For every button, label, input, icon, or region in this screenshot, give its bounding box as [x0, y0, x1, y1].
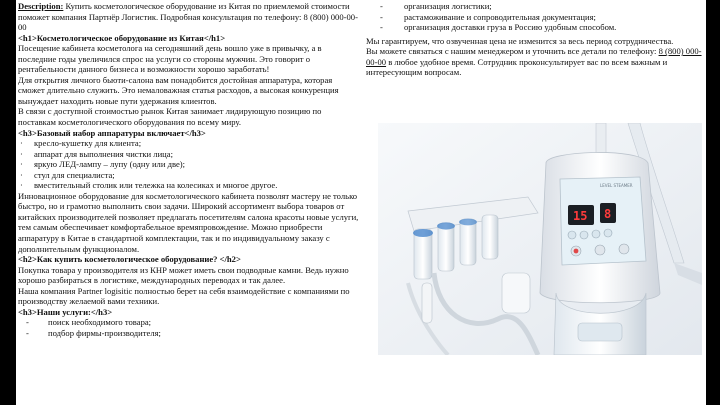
panel-button — [592, 230, 600, 238]
list-item — [18, 317, 360, 328]
list-item-text: подбор фирмы-производителя; — [48, 327, 161, 338]
innovation-paragraph: Инновационное оборудование для косметологического кабинета позволят мастеру не только быстро, но и грамотно выполнить свои задачи. Широкий ассортимент выбора товаров от китайских производителей позволяет предлагать посетителям салона красоты новые услуги, тем самым обеспечивает комфортабельное времяпровождение. Можно приобрести аппаратуру в Китае в стандартной комплектации, так и по индивидуальному заказу с дополнительным функционалом. — [18, 190, 359, 254]
equipment-photo — [378, 123, 702, 355]
bullet-marker: · — [20, 169, 23, 180]
level-display-value: 8 — [604, 207, 612, 221]
panel-button — [619, 244, 629, 254]
dash-marker: - — [380, 22, 383, 33]
bullet-marker: · — [20, 180, 23, 191]
list-item — [18, 170, 360, 181]
list-item — [366, 1, 702, 12]
list-item-text: организация доставки груза в Россию удобным способом. — [404, 22, 617, 33]
panel-label: LEVEL STEAMER — [600, 183, 633, 188]
heading-kit: <h3>Базовый набор аппаратуры включает</h3> — [18, 127, 206, 138]
equipment-paragraph: Для открытия личного бьюти-салона вам понадобится достойная аппаратура, которая сможет длительно служить. Это немаловажная статья расходов, а высокая конкуренция вынуждает находить новые пути удержания клиентов. — [18, 74, 339, 106]
panel-button — [604, 229, 612, 237]
contact-text: Вы можете связаться с нашим менеджером и уточнить все детали по телефону: — [366, 46, 659, 57]
timer-display-value: 15 — [573, 209, 588, 223]
phone-link[interactable]: 8 (800) 000-00-00 — [366, 46, 702, 67]
list-item — [18, 138, 360, 149]
description-text: Купить косметологическое оборудование из Китая по приемлемой стоимости поможет компания Партнёр Логистик. Подробная консультация по телефону: 8 (800) 000-00-00 — [18, 1, 358, 33]
dash-marker: - — [380, 11, 383, 22]
list-item-text: поиск необходимого товара; — [48, 317, 152, 328]
list-item — [18, 180, 360, 191]
bullet-marker: · — [20, 159, 23, 170]
left-column — [18, 1, 360, 339]
heading-services: <h3>Наши услуги:</h3> — [18, 306, 113, 317]
company-paragraph: Наша компания Partner logisitic полностью берет на себя взаимодействие с компаниями по производству желаемой вами техники. — [18, 285, 350, 307]
contact-text-end: в любое удобное время. Сотрудник проконсультирует вас по всем важным и интересующим вопросам. — [366, 56, 668, 78]
list-item-text: растаможивание и сопроводительная документация; — [404, 11, 596, 22]
power-indicator — [574, 249, 579, 254]
purchase-paragraph: Покупка товара у производителя из КНР может иметь свои подводные камни. Ведь нужно хорошо разбираться в логистике, международных переводах и так далее. — [18, 264, 349, 286]
list-item — [18, 159, 360, 170]
list-item — [366, 22, 702, 33]
description-paragraph — [18, 1, 360, 33]
list-item-text: кресло-кушетку для клиента; — [34, 138, 142, 149]
description-label: Description: — [18, 1, 64, 11]
panel-button — [595, 245, 605, 255]
heading-buy: <h2>Как купить косметологическое оборудование? </h2> — [18, 254, 241, 265]
panel-button — [568, 231, 576, 239]
dash-marker: - — [26, 317, 29, 328]
contact-paragraph — [366, 46, 702, 78]
document-page — [16, 0, 706, 405]
steamer-illustration — [378, 123, 702, 355]
heading-h1: <h1>Косметологическое оборудование из Китая</h1> — [18, 32, 226, 43]
list-item-text: вместительный столик или тележка на колесиках и многое другое. — [34, 180, 278, 191]
dash-marker: - — [26, 327, 29, 338]
guarantee-paragraph: Мы гарантируем, что озвученная цена не изменится за весь период сотрудничества. — [366, 35, 674, 46]
list-item — [366, 12, 702, 23]
dash-marker: - — [380, 1, 383, 11]
list-item-text: стул для специалиста; — [34, 169, 115, 180]
list-item-text: яркую ЛЕД-лампу – лупу (одну или две); — [34, 159, 186, 170]
market-paragraph: В связи с доступной стоимостью рынок Китая занимает лидирующую позицию по поставкам косметологического оборудования по всему миру. — [18, 106, 322, 128]
bullet-marker: · — [20, 148, 23, 159]
panel-button — [580, 231, 588, 239]
list-item-text: организация логистики; — [404, 1, 492, 11]
list-item — [18, 149, 360, 160]
intro-paragraph: Посещение кабинета косметолога на сегодняшний день вошло уже в привычку, а в последние годы увеличился спрос на услуги со стороны мужчин. Это говорит о рентабельности данного бизнеса и возможности хорошо заработать! — [18, 43, 322, 75]
right-column — [366, 1, 702, 78]
list-item — [18, 328, 360, 339]
bullet-marker: · — [20, 138, 23, 149]
list-item-text: аппарат для выполнения чистки лица; — [34, 148, 173, 159]
